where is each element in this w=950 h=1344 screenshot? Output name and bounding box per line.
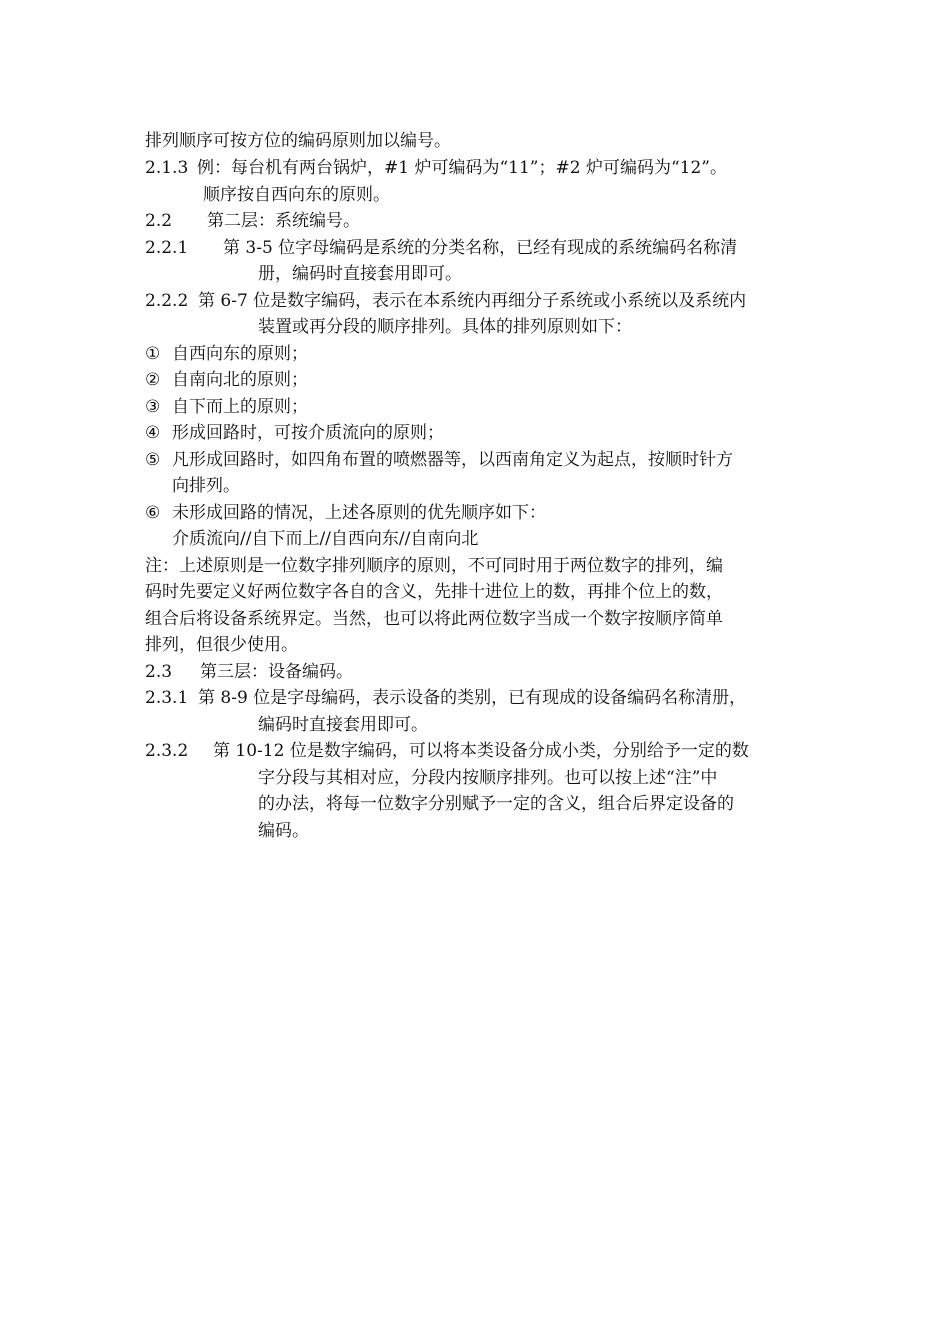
list-item: 自西向东的原则； — [172, 344, 308, 364]
section-heading: 第二层：系统编号。 — [207, 211, 360, 231]
section-number: 2.2.1 — [145, 238, 189, 258]
section-number: 2.1.3 — [145, 158, 189, 178]
section-number: 2.3.2 — [145, 741, 189, 761]
list-item: 未形成回路的情况，上述各原则的优先顺序如下： — [172, 503, 546, 523]
list-item: 形成回路时，可按介质流向的原则； — [172, 423, 444, 443]
paragraph-line: 第 8-9 位是字母编码，表示设备的类别，已有现成的设备编码名称清册， — [198, 688, 747, 708]
section-heading: 第三层：设备编码。 — [200, 662, 353, 682]
paragraph-line: 排列顺序可按方位的编码原则加以编号。 — [145, 131, 451, 151]
list-marker: ② — [145, 370, 161, 390]
note-line: 组合后将设备系统界定。当然，也可以将此两位数字当成一个数字按顺序简单 — [145, 609, 723, 629]
list-marker: ③ — [145, 397, 161, 417]
paragraph-line: 编码。 — [258, 821, 309, 841]
list-item: 自南向北的原则； — [172, 370, 308, 390]
paragraph-line: 编码时直接套用即可。 — [258, 715, 428, 735]
paragraph-line: 第 3-5 位字母编码是系统的分类名称，已经有现成的系统编码名称清 — [223, 238, 738, 258]
priority-order: 介质流向//自下而上//自西向东//自南向北 — [172, 529, 479, 549]
paragraph-line: 的办法，将每一位数字分别赋予一定的含义，组合后界定设备的 — [258, 794, 734, 814]
paragraph-line: 顺序按自西向东的原则。 — [203, 185, 390, 205]
list-marker: ⑥ — [145, 503, 161, 523]
list-item: 自下而上的原则； — [172, 397, 308, 417]
section-number: 2.2 — [145, 211, 173, 231]
list-marker: ④ — [145, 423, 161, 443]
list-item: 向排列。 — [172, 476, 240, 496]
note-line: 注：上述原则是一位数字排列顺序的原则，不可同时用于两位数字的排列，编 — [145, 556, 723, 576]
paragraph-line: 装置或再分段的顺序排列。具体的排列原则如下： — [258, 317, 632, 337]
section-number: 2.2.2 — [145, 291, 189, 311]
paragraph-line: 字分段与其相对应，分段内按顺序排列。也可以按上述“注”中 — [258, 768, 718, 788]
section-number: 2.3 — [145, 662, 173, 682]
paragraph-line: 第 10-12 位是数字编码，可以将本类设备分成小类，分别给予一定的数 — [213, 741, 749, 761]
paragraph-line: 第 6-7 位是数字编码，表示在本系统内再细分子系统或小系统以及系统内 — [198, 291, 747, 311]
list-marker: ⑤ — [145, 450, 161, 470]
note-line: 排列，但很少使用。 — [145, 635, 298, 655]
list-marker: ① — [145, 344, 161, 364]
paragraph-line: 册，编码时直接套用即可。 — [258, 264, 462, 284]
paragraph-line: 例：每台机有两台锅炉，#1 炉可编码为“11”；#2 炉可编码为“12”。 — [197, 158, 727, 178]
section-number: 2.3.1 — [145, 688, 189, 708]
list-item: 凡形成回路时，如四角布置的喷燃器等，以西南角定义为起点，按顺时针方 — [172, 450, 733, 470]
note-line: 码时先要定义好两位数字各自的含义，先排十进位上的数，再排个位上的数， — [145, 582, 723, 602]
